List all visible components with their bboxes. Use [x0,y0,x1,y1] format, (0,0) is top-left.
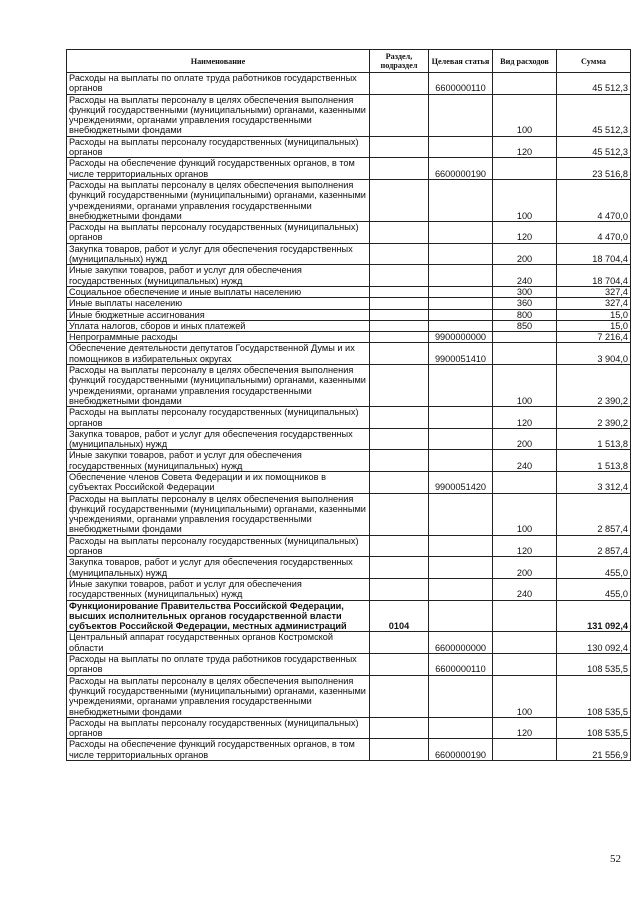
cell-sum: 15,0 [557,320,631,331]
cell-name: Расходы на выплаты персоналу государственных (муниципальных) органов [67,535,370,557]
cell-type: 120 [493,407,557,429]
table-row [67,298,631,309]
cell-target [429,309,493,320]
cell-sum: 108 535,5 [557,654,631,676]
cell-name: Уплата налогов, сборов и иных платежей [67,320,370,331]
cell-type: 100 [493,179,557,221]
cell-name: Закупка товаров, работ и услуг для обеспечения государственных (муниципальных) нужд [67,428,370,450]
cell-name: Расходы на выплаты персоналу государственных (муниципальных) органов [67,222,370,244]
cell-target: 6600000110 [429,654,493,676]
cell-sum: 4 470,0 [557,222,631,244]
cell-sum: 455,0 [557,578,631,600]
cell-type [493,471,557,493]
table-row [67,428,631,450]
cell-name: Расходы на выплаты персоналу государственных (муниципальных) органов [67,407,370,429]
cell-name: Расходы на выплаты персоналу в целях обеспечения выполнения функций государственными (муниципальными) органами, казенными учреждениями, органами управления государственными внебюджетными фондами [67,493,370,535]
cell-name: Расходы на выплаты персоналу государственных (муниципальных) органов [67,717,370,739]
cell-type [493,632,557,654]
cell-sum: 3 904,0 [557,343,631,365]
cell-type: 100 [493,493,557,535]
table-row [67,407,631,429]
cell-section [370,428,429,450]
header-name: Наименование [67,50,370,73]
cell-section [370,179,429,221]
table-row [67,739,631,761]
cell-section [370,675,429,717]
cell-type [493,332,557,343]
cell-section [370,557,429,579]
cell-section [370,632,429,654]
table-row [67,557,631,579]
cell-type: 800 [493,309,557,320]
cell-name: Иные выплаты населению [67,298,370,309]
cell-section [370,73,429,95]
cell-sum: 327,4 [557,298,631,309]
cell-target [429,450,493,472]
table-row [67,654,631,676]
table-body [67,73,631,761]
cell-section [370,222,429,244]
cell-target: 6600000000 [429,632,493,654]
cell-name: Социальное обеспечение и иные выплаты населению [67,286,370,297]
cell-sum: 45 512,3 [557,136,631,158]
cell-sum: 7 216,4 [557,332,631,343]
table-row [67,136,631,158]
cell-target [429,265,493,287]
cell-name: Иные закупки товаров, работ и услуг для обеспечения государственных (муниципальных) нужд [67,265,370,287]
table-row [67,450,631,472]
cell-target: 6600000190 [429,739,493,761]
cell-name: Расходы на выплаты персоналу государственных (муниципальных) органов [67,136,370,158]
header-type: Вид расходов [493,50,557,73]
cell-target [429,407,493,429]
cell-type [493,654,557,676]
cell-sum: 2 857,4 [557,493,631,535]
cell-sum: 2 390,2 [557,407,631,429]
table-header-row [67,50,631,73]
cell-name: Расходы на выплаты персоналу в целях обеспечения выполнения функций государственными (муниципальными) органами, казенными учреждениями, органами управления государственными внебюджетными фондами [67,94,370,136]
cell-section [370,298,429,309]
cell-sum: 131 092,4 [557,600,631,632]
cell-section [370,158,429,180]
cell-type: 120 [493,717,557,739]
cell-section [370,450,429,472]
cell-sum: 327,4 [557,286,631,297]
cell-type [493,343,557,365]
cell-type: 850 [493,320,557,331]
cell-target [429,428,493,450]
table-row [67,158,631,180]
cell-target [429,535,493,557]
cell-target: 9900051410 [429,343,493,365]
table-row [67,332,631,343]
cell-sum: 2 857,4 [557,535,631,557]
cell-target: 9900051420 [429,471,493,493]
page-number: 52 [610,853,621,865]
cell-section [370,739,429,761]
cell-target [429,136,493,158]
cell-name: Расходы на выплаты персоналу в целях обеспечения выполнения функций государственными (муниципальными) органами, казенными учреждениями, органами управления государственными внебюджетными фондами [67,675,370,717]
cell-target [429,578,493,600]
budget-table [66,49,631,761]
table-row [67,179,631,221]
cell-sum: 15,0 [557,309,631,320]
cell-name: Иные бюджетные ассигнования [67,309,370,320]
cell-section: 0104 [370,600,429,632]
cell-name: Расходы на выплаты по оплате труда работников государственных органов [67,654,370,676]
table-row [67,365,631,407]
cell-section [370,578,429,600]
table-row [67,675,631,717]
table-row [67,632,631,654]
header-sum: Сумма [557,50,631,73]
cell-name: Закупка товаров, работ и услуг для обеспечения государственных (муниципальных) нужд [67,557,370,579]
cell-section [370,286,429,297]
table-row [67,286,631,297]
table-row [67,717,631,739]
cell-sum: 23 516,8 [557,158,631,180]
cell-sum: 45 512,3 [557,94,631,136]
cell-type: 240 [493,450,557,472]
cell-target: 6600000110 [429,73,493,95]
cell-type: 240 [493,578,557,600]
cell-sum: 21 556,9 [557,739,631,761]
cell-sum: 18 704,4 [557,265,631,287]
cell-sum: 2 390,2 [557,365,631,407]
cell-name: Центральный аппарат государственных органов Костромской области [67,632,370,654]
table-row [67,343,631,365]
cell-target [429,298,493,309]
cell-section [370,332,429,343]
cell-type [493,600,557,632]
header-section: Раздел, подраздел [370,50,429,73]
cell-type: 200 [493,428,557,450]
cell-section [370,717,429,739]
table-row [67,243,631,265]
cell-sum: 4 470,0 [557,179,631,221]
cell-sum: 18 704,4 [557,243,631,265]
cell-name: Обеспечение деятельности депутатов Государственной Думы и их помощников в избирательных округах [67,343,370,365]
cell-sum: 108 535,5 [557,675,631,717]
cell-sum: 130 092,4 [557,632,631,654]
table-row [67,265,631,287]
table-row [67,94,631,136]
cell-type: 240 [493,265,557,287]
cell-type: 100 [493,675,557,717]
cell-target [429,243,493,265]
document-page [66,49,630,761]
cell-section [370,407,429,429]
cell-type: 100 [493,94,557,136]
table-row [67,222,631,244]
cell-target [429,179,493,221]
table-row [67,309,631,320]
cell-name: Закупка товаров, работ и услуг для обеспечения государственных (муниципальных) нужд [67,243,370,265]
cell-name: Функционирование Правительства Российской Федерации, высших исполнительных органов государственной власти субъектов Российской Федерации, местных администраций [67,600,370,632]
table-row [67,471,631,493]
cell-name: Иные закупки товаров, работ и услуг для обеспечения государственных (муниципальных) нужд [67,578,370,600]
cell-section [370,265,429,287]
cell-section [370,493,429,535]
cell-section [370,471,429,493]
cell-type: 120 [493,222,557,244]
cell-target [429,717,493,739]
cell-type: 100 [493,365,557,407]
cell-type: 120 [493,136,557,158]
cell-target [429,557,493,579]
cell-name: Расходы на выплаты персоналу в целях обеспечения выполнения функций государственными (муниципальными) органами, казенными учреждениями, органами управления государственными внебюджетными фондами [67,179,370,221]
cell-section [370,243,429,265]
cell-target [429,222,493,244]
cell-name: Расходы на обеспечение функций государственных органов, в том числе территориальных органов [67,739,370,761]
cell-target [429,94,493,136]
cell-target [429,493,493,535]
cell-section [370,136,429,158]
cell-section [370,654,429,676]
cell-type: 200 [493,243,557,265]
cell-sum: 455,0 [557,557,631,579]
cell-name: Обеспечение членов Совета Федерации и их помощников в субъектах Российской Федерации [67,471,370,493]
cell-type [493,158,557,180]
cell-target [429,675,493,717]
cell-name: Расходы на выплаты по оплате труда работников государственных органов [67,73,370,95]
table-row [67,73,631,95]
cell-target: 6600000190 [429,158,493,180]
cell-sum: 1 513,8 [557,428,631,450]
table-row [67,493,631,535]
cell-target [429,365,493,407]
table-row [67,600,631,632]
table-row [67,320,631,331]
cell-type [493,73,557,95]
cell-sum: 108 535,5 [557,717,631,739]
cell-sum: 3 312,4 [557,471,631,493]
header-target: Целевая статья [429,50,493,73]
cell-section [370,94,429,136]
cell-name: Иные закупки товаров, работ и услуг для обеспечения государственных (муниципальных) нужд [67,450,370,472]
cell-type: 360 [493,298,557,309]
cell-name: Расходы на обеспечение функций государственных органов, в том числе территориальных органов [67,158,370,180]
cell-section [370,309,429,320]
cell-section [370,535,429,557]
table-row [67,578,631,600]
table-row [67,535,631,557]
cell-sum: 1 513,8 [557,450,631,472]
cell-target: 9900000000 [429,332,493,343]
cell-type: 120 [493,535,557,557]
cell-type: 300 [493,286,557,297]
cell-target [429,320,493,331]
cell-name: Расходы на выплаты персоналу в целях обеспечения выполнения функций государственными (муниципальными) органами, казенными учреждениями, органами управления государственными внебюджетными фондами [67,365,370,407]
cell-sum: 45 512,3 [557,73,631,95]
cell-section [370,343,429,365]
cell-section [370,365,429,407]
cell-section [370,320,429,331]
cell-target [429,600,493,632]
cell-type [493,739,557,761]
cell-type: 200 [493,557,557,579]
cell-target [429,286,493,297]
cell-name: Непрограммные расходы [67,332,370,343]
